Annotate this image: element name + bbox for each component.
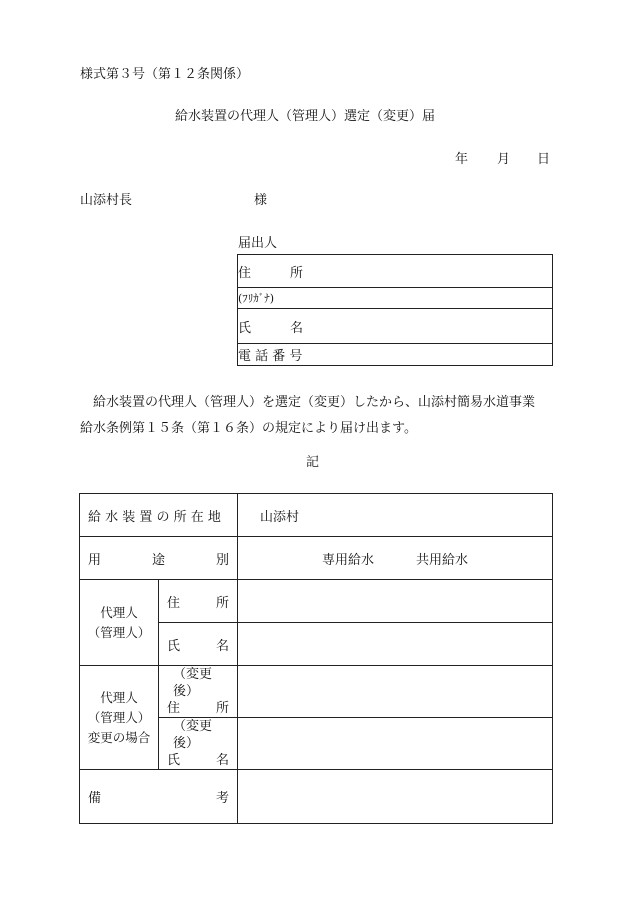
change-label-line-2: （管理人） — [87, 709, 151, 725]
applicant-address-cell[interactable] — [238, 255, 553, 288]
change-address-label-cell — [159, 666, 238, 718]
change-label-cell — [80, 666, 159, 770]
usage-option-exclusive[interactable]: 専用給水 — [321, 552, 374, 568]
location-value-cell[interactable] — [238, 494, 553, 537]
applicant-label: 届出人 — [238, 236, 278, 251]
applicant-row-furigana — [238, 288, 553, 309]
remarks-row — [80, 770, 553, 824]
agent-address-label-2: 所 — [215, 595, 229, 611]
agent-name-value-cell[interactable] — [238, 623, 553, 666]
applicant-phone-label: 電 話 番 号 — [238, 349, 303, 364]
remarks-label-2: 考 — [215, 791, 229, 806]
change-address-row — [80, 666, 553, 718]
applicant-name-label: 氏 名 — [238, 320, 304, 336]
change-label-line-3: 変更の場合 — [87, 729, 151, 745]
addressee: 山添村長 — [80, 193, 133, 208]
remarks-label-1: 備 — [88, 791, 102, 806]
agent-label-line-1: 代理人 — [100, 604, 138, 620]
main-table — [79, 493, 553, 824]
change-address-value-cell[interactable] — [238, 666, 553, 718]
usage-row — [80, 537, 553, 580]
usage-options-cell — [238, 537, 553, 580]
agent-address-row — [80, 580, 553, 623]
change-name-label-1: 氏 — [167, 753, 181, 768]
change-name-label-2: 名 — [215, 753, 229, 768]
usage-label-cell — [80, 537, 238, 580]
location-value: 山添村 — [260, 509, 300, 525]
remarks-label-cell — [80, 770, 238, 824]
honorific: 様 — [254, 193, 268, 208]
date-line — [455, 153, 550, 166]
change-name-after-label: （変更後） — [173, 719, 213, 751]
applicant-row-phone — [238, 344, 553, 366]
agent-address-label-cell — [159, 580, 238, 623]
remarks-value-cell[interactable] — [238, 770, 553, 824]
body-line-1: 給水装置の代理人（管理人）を選定（変更）したから、山添村簡易水道事業 — [80, 395, 536, 410]
usage-option-shared[interactable]: 共用給水 — [416, 552, 469, 568]
agent-label-cell — [80, 580, 159, 666]
change-name-label-cell — [159, 718, 238, 770]
usage-label-3: 別 — [215, 552, 229, 568]
change-address-after-label: （変更後） — [173, 667, 213, 699]
agent-name-label-1: 氏 — [167, 638, 181, 654]
location-label: 給 水 装 置 の 所 在 地 — [88, 509, 221, 525]
applicant-table — [237, 254, 553, 366]
applicant-furigana-cell[interactable] — [238, 288, 553, 309]
ki-heading: 記 — [306, 455, 320, 470]
applicant-furigana-label: (ﾌﾘｶﾞﾅ) — [238, 292, 275, 305]
location-label-cell — [80, 494, 238, 537]
applicant-phone-cell[interactable] — [238, 344, 553, 366]
body-text — [80, 390, 550, 442]
agent-name-label-cell — [159, 623, 238, 666]
date-day-label: 日 — [537, 152, 551, 167]
date-year-label: 年 — [455, 152, 469, 167]
change-label-line-1: 代理人 — [100, 689, 138, 705]
applicant-row-address — [238, 255, 553, 288]
change-address-label-2: 所 — [215, 701, 229, 716]
agent-name-label-2: 名 — [215, 638, 229, 654]
body-line-2: 給水条例第１５条（第１６条）の規定により届け出ます。 — [80, 421, 417, 436]
usage-label-2: 途 — [151, 552, 165, 568]
document-title: 給水装置の代理人（管理人）選定（変更）届 — [175, 109, 436, 124]
agent-label-line-2: （管理人） — [87, 624, 151, 640]
change-name-value-cell[interactable] — [238, 718, 553, 770]
location-row — [80, 494, 553, 537]
form-number: 様式第３号（第１２条関係） — [80, 67, 250, 82]
date-month-label: 月 — [497, 152, 511, 167]
usage-label-1: 用 — [88, 552, 102, 568]
agent-address-label-1: 住 — [167, 595, 181, 611]
agent-address-value-cell[interactable] — [238, 580, 553, 623]
applicant-row-name — [238, 309, 553, 344]
change-address-label-1: 住 — [167, 701, 181, 716]
applicant-address-label: 住 所 — [238, 265, 304, 281]
applicant-name-cell[interactable] — [238, 309, 553, 344]
